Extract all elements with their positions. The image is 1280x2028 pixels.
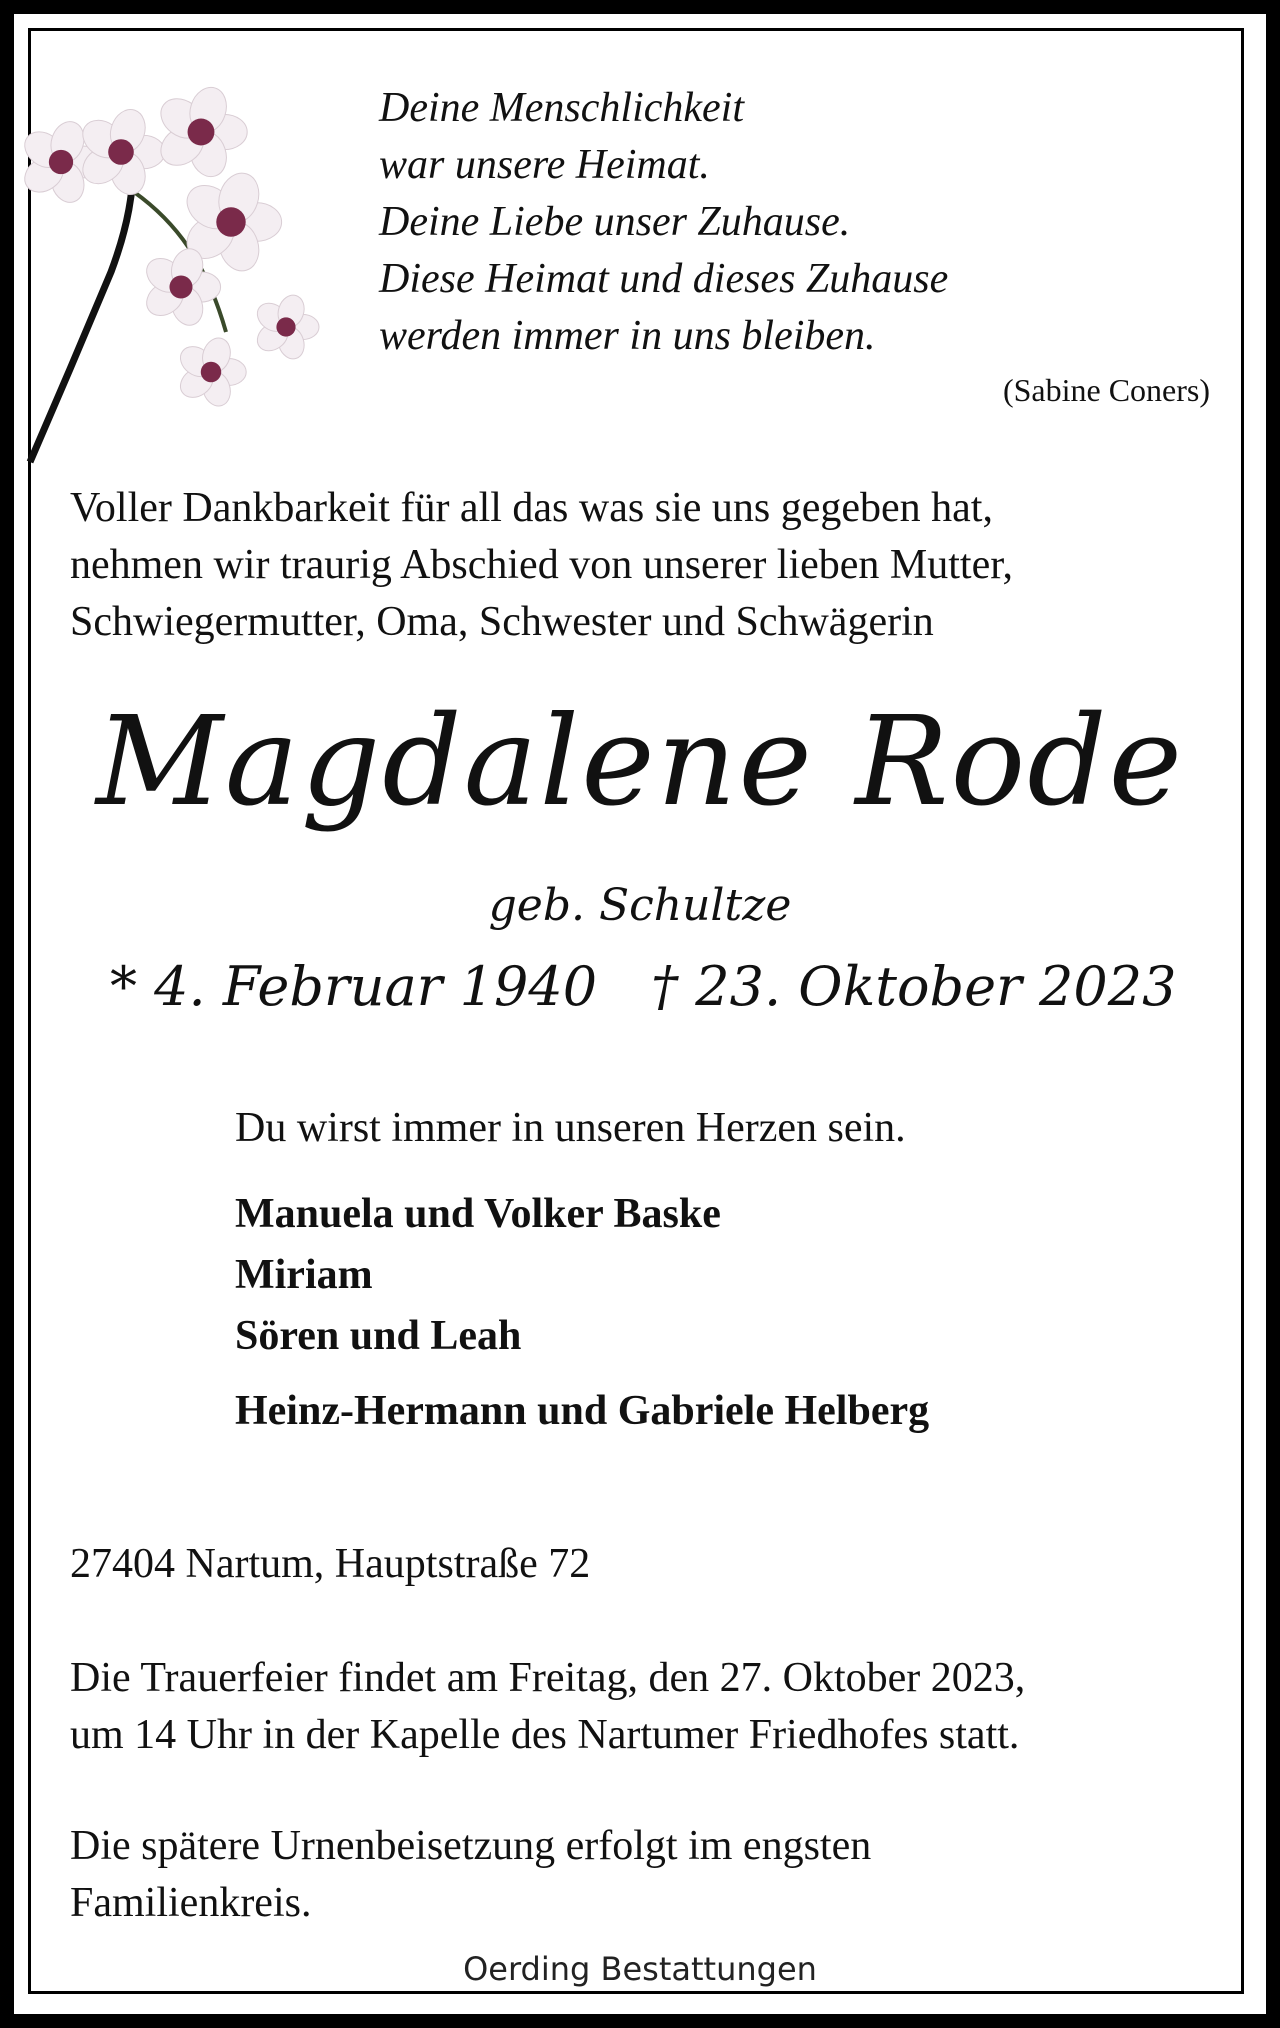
orchid-illustration bbox=[16, 72, 346, 472]
service-line: Die Trauerfeier findet am Freitag, den 27. Oktober 2023, bbox=[70, 1655, 1026, 1701]
deceased-name: Magdalene Rode bbox=[95, 690, 1185, 834]
undertaker-name: Oerding Bestattungen bbox=[463, 1950, 817, 1988]
orchid-blossom bbox=[153, 83, 247, 182]
urn-line: Die spätere Urnenbeisetzung erfolgt im engsten bbox=[70, 1823, 872, 1869]
poem-line: Deine Liebe unser Zuhause. bbox=[379, 199, 851, 245]
poem-line: Diese Heimat und dieses Zuhause bbox=[379, 256, 949, 302]
mourner: Heinz-Hermann und Gabriele Helberg bbox=[235, 1388, 930, 1434]
orchid-blossom bbox=[252, 292, 319, 363]
poem-author: (Sabine Coners) bbox=[1002, 372, 1210, 408]
service-info bbox=[70, 1650, 1025, 1764]
address: 27404 Nartum, Hauptstraße 72 bbox=[70, 1541, 591, 1587]
mourner: Miriam bbox=[235, 1252, 373, 1298]
mourner: Manuela und Volker Baske bbox=[235, 1191, 721, 1237]
maiden-name: geb. Schultze bbox=[488, 880, 792, 931]
urn-line: Familienkreis. bbox=[70, 1880, 312, 1926]
poem-line: war unsere Heimat. bbox=[379, 142, 710, 188]
farewell-quote: Du wirst immer in unseren Herzen sein. bbox=[235, 1105, 906, 1151]
intro-text bbox=[70, 480, 1013, 651]
urn-info bbox=[70, 1818, 871, 1932]
orchid-blossom bbox=[175, 334, 247, 409]
poem-line: Deine Menschlichkeit bbox=[379, 85, 744, 131]
life-dates bbox=[110, 955, 1176, 1018]
service-line: um 14 Uhr in der Kapelle des Nartumer Friedhofes statt. bbox=[70, 1712, 1020, 1758]
mourner: Sören und Leah bbox=[235, 1313, 522, 1359]
mourners-list bbox=[235, 1184, 929, 1442]
poem bbox=[379, 80, 948, 365]
intro-line: Schwiegermutter, Oma, Schwester und Schwägerin bbox=[70, 599, 934, 645]
intro-line: Voller Dankbarkeit für all das was sie uns gegeben hat, bbox=[70, 485, 993, 531]
poem-line: werden immer in uns bleiben. bbox=[379, 313, 876, 359]
death-date: † 23. Oktober 2023 bbox=[651, 955, 1177, 1018]
birth-date: * 4. Februar 1940 bbox=[110, 955, 598, 1018]
intro-line: nehmen wir traurig Abschied von unserer lieben Mutter, bbox=[70, 542, 1014, 588]
